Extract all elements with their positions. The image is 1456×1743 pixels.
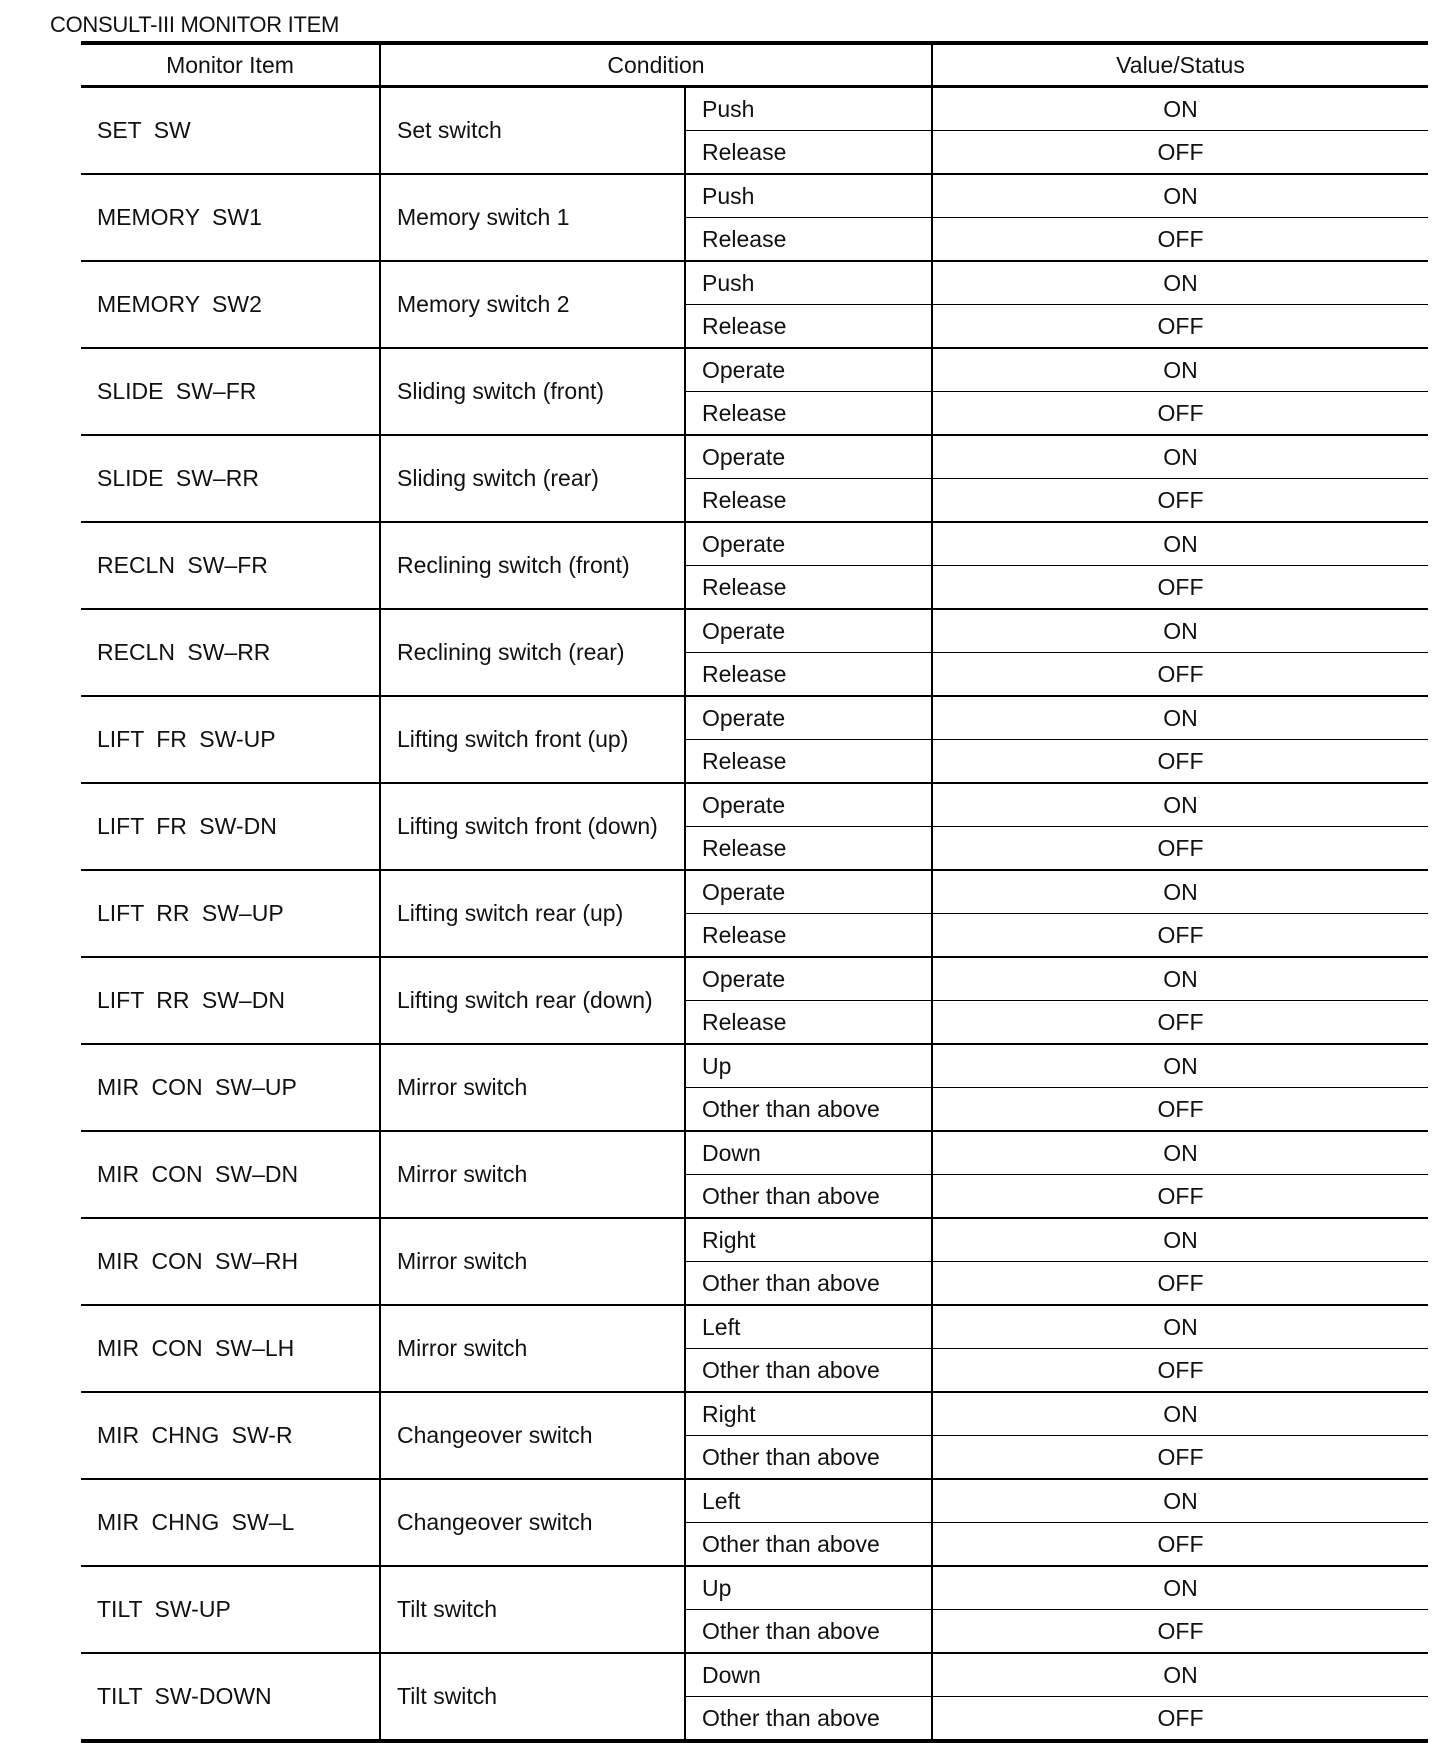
condition-state-cell: Operate bbox=[685, 783, 932, 827]
condition-state-cell: Other than above bbox=[685, 1436, 932, 1480]
condition-state-cell: Release bbox=[685, 827, 932, 871]
header-condition: Condition bbox=[380, 43, 932, 87]
value-status-cell: OFF bbox=[932, 1349, 1428, 1393]
value-status-cell: ON bbox=[932, 957, 1428, 1001]
condition-state-cell: Operate bbox=[685, 870, 932, 914]
value-status-cell: OFF bbox=[932, 1001, 1428, 1045]
value-status-cell: OFF bbox=[932, 740, 1428, 784]
table-row bbox=[81, 435, 1428, 479]
table-row bbox=[81, 87, 1428, 131]
condition-state-cell: Push bbox=[685, 174, 932, 218]
condition-state-cell: Down bbox=[685, 1653, 932, 1697]
value-status-cell: ON bbox=[932, 1131, 1428, 1175]
condition-cell: Tilt switch bbox=[380, 1653, 685, 1741]
value-status-cell: ON bbox=[932, 522, 1428, 566]
table-body bbox=[81, 87, 1428, 1742]
monitor-item-cell: MIR CON SW–RH bbox=[81, 1218, 380, 1305]
table-caption: CONSULT-III MONITOR ITEM bbox=[50, 12, 339, 37]
table-row bbox=[81, 261, 1428, 305]
value-status-cell: OFF bbox=[932, 392, 1428, 436]
condition-cell: Lifting switch front (down) bbox=[380, 783, 685, 870]
condition-cell: Reclining switch (front) bbox=[380, 522, 685, 609]
condition-state-cell: Release bbox=[685, 740, 932, 784]
value-status-cell: ON bbox=[932, 1218, 1428, 1262]
value-status-cell: ON bbox=[932, 1566, 1428, 1610]
value-status-cell: OFF bbox=[932, 1088, 1428, 1132]
condition-state-cell: Release bbox=[685, 653, 932, 697]
value-status-cell: ON bbox=[932, 1392, 1428, 1436]
condition-cell: Changeover switch bbox=[380, 1392, 685, 1479]
value-status-cell: OFF bbox=[932, 1436, 1428, 1480]
value-status-cell: ON bbox=[932, 1653, 1428, 1697]
condition-state-cell: Left bbox=[685, 1305, 932, 1349]
condition-cell: Memory switch 1 bbox=[380, 174, 685, 261]
value-status-cell: OFF bbox=[932, 1175, 1428, 1219]
condition-state-cell: Up bbox=[685, 1044, 932, 1088]
monitor-item-cell: MEMORY SW1 bbox=[81, 174, 380, 261]
monitor-item-cell: TILT SW-UP bbox=[81, 1566, 380, 1653]
value-status-cell: OFF bbox=[932, 479, 1428, 523]
monitor-item-cell: SET SW bbox=[81, 87, 380, 175]
condition-state-cell: Left bbox=[685, 1479, 932, 1523]
condition-state-cell: Other than above bbox=[685, 1349, 932, 1393]
monitor-item-cell: MIR CON SW–LH bbox=[81, 1305, 380, 1392]
condition-cell: Mirror switch bbox=[380, 1044, 685, 1131]
condition-state-cell: Release bbox=[685, 566, 932, 610]
condition-state-cell: Release bbox=[685, 392, 932, 436]
value-status-cell: ON bbox=[932, 435, 1428, 479]
condition-state-cell: Operate bbox=[685, 522, 932, 566]
header-row bbox=[81, 43, 1428, 87]
condition-cell: Set switch bbox=[380, 87, 685, 175]
table-row bbox=[81, 1131, 1428, 1175]
table-row bbox=[81, 348, 1428, 392]
monitor-item-cell: MIR CON SW–DN bbox=[81, 1131, 380, 1218]
monitor-item-cell: SLIDE SW–FR bbox=[81, 348, 380, 435]
condition-state-cell: Operate bbox=[685, 348, 932, 392]
condition-state-cell: Other than above bbox=[685, 1175, 932, 1219]
value-status-cell: OFF bbox=[932, 131, 1428, 175]
table-row bbox=[81, 1218, 1428, 1262]
condition-cell: Memory switch 2 bbox=[380, 261, 685, 348]
condition-cell: Mirror switch bbox=[380, 1218, 685, 1305]
value-status-cell: OFF bbox=[932, 914, 1428, 958]
condition-state-cell: Release bbox=[685, 305, 932, 349]
condition-cell: Lifting switch rear (down) bbox=[380, 957, 685, 1044]
monitor-item-cell: LIFT FR SW-DN bbox=[81, 783, 380, 870]
condition-cell: Tilt switch bbox=[380, 1566, 685, 1653]
monitor-item-cell: MIR CHNG SW-R bbox=[81, 1392, 380, 1479]
table-row bbox=[81, 870, 1428, 914]
value-status-cell: ON bbox=[932, 783, 1428, 827]
condition-state-cell: Up bbox=[685, 1566, 932, 1610]
monitor-item-cell: LIFT FR SW-UP bbox=[81, 696, 380, 783]
monitor-item-cell: RECLN SW–FR bbox=[81, 522, 380, 609]
value-status-cell: OFF bbox=[932, 1262, 1428, 1306]
value-status-cell: OFF bbox=[932, 566, 1428, 610]
condition-state-cell: Release bbox=[685, 914, 932, 958]
value-status-cell: ON bbox=[932, 261, 1428, 305]
table-row bbox=[81, 1305, 1428, 1349]
value-status-cell: OFF bbox=[932, 1523, 1428, 1567]
value-status-cell: ON bbox=[932, 870, 1428, 914]
value-status-cell: ON bbox=[932, 1479, 1428, 1523]
condition-state-cell: Operate bbox=[685, 609, 932, 653]
value-status-cell: ON bbox=[932, 1305, 1428, 1349]
condition-state-cell: Operate bbox=[685, 435, 932, 479]
condition-state-cell: Other than above bbox=[685, 1088, 932, 1132]
condition-cell: Lifting switch front (up) bbox=[380, 696, 685, 783]
table-row bbox=[81, 174, 1428, 218]
condition-cell: Mirror switch bbox=[380, 1131, 685, 1218]
condition-state-cell: Down bbox=[685, 1131, 932, 1175]
table-row bbox=[81, 957, 1428, 1001]
value-status-cell: OFF bbox=[932, 653, 1428, 697]
condition-state-cell: Release bbox=[685, 131, 932, 175]
value-status-cell: OFF bbox=[932, 218, 1428, 262]
condition-state-cell: Release bbox=[685, 1001, 932, 1045]
monitor-item-cell: RECLN SW–RR bbox=[81, 609, 380, 696]
condition-state-cell: Right bbox=[685, 1392, 932, 1436]
table-row bbox=[81, 696, 1428, 740]
value-status-cell: ON bbox=[932, 87, 1428, 131]
condition-state-cell: Push bbox=[685, 87, 932, 131]
header-monitor-item: Monitor Item bbox=[81, 43, 380, 87]
value-status-cell: ON bbox=[932, 696, 1428, 740]
condition-cell: Changeover switch bbox=[380, 1479, 685, 1566]
monitor-item-cell: LIFT RR SW–DN bbox=[81, 957, 380, 1044]
value-status-cell: ON bbox=[932, 609, 1428, 653]
value-status-cell: ON bbox=[932, 1044, 1428, 1088]
header-value-status: Value/Status bbox=[932, 43, 1428, 87]
monitor-item-cell: TILT SW-DOWN bbox=[81, 1653, 380, 1741]
table-row bbox=[81, 783, 1428, 827]
monitor-item-cell: MIR CON SW–UP bbox=[81, 1044, 380, 1131]
value-status-cell: OFF bbox=[932, 1610, 1428, 1654]
value-status-cell: OFF bbox=[932, 1697, 1428, 1742]
table-row bbox=[81, 1392, 1428, 1436]
table-row bbox=[81, 1566, 1428, 1610]
condition-state-cell: Other than above bbox=[685, 1262, 932, 1306]
table-row bbox=[81, 522, 1428, 566]
condition-state-cell: Operate bbox=[685, 957, 932, 1001]
condition-cell: Mirror switch bbox=[380, 1305, 685, 1392]
condition-state-cell: Release bbox=[685, 479, 932, 523]
condition-cell: Sliding switch (front) bbox=[380, 348, 685, 435]
condition-state-cell: Other than above bbox=[685, 1610, 932, 1654]
monitor-item-cell: MEMORY SW2 bbox=[81, 261, 380, 348]
monitor-item-cell: SLIDE SW–RR bbox=[81, 435, 380, 522]
table-row bbox=[81, 1479, 1428, 1523]
condition-cell: Reclining switch (rear) bbox=[380, 609, 685, 696]
condition-state-cell: Other than above bbox=[685, 1697, 932, 1742]
condition-cell: Lifting switch rear (up) bbox=[380, 870, 685, 957]
condition-state-cell: Other than above bbox=[685, 1523, 932, 1567]
monitor-item-cell: LIFT RR SW–UP bbox=[81, 870, 380, 957]
value-status-cell: OFF bbox=[932, 305, 1428, 349]
value-status-cell: OFF bbox=[932, 827, 1428, 871]
condition-cell: Sliding switch (rear) bbox=[380, 435, 685, 522]
condition-state-cell: Operate bbox=[685, 696, 932, 740]
value-status-cell: ON bbox=[932, 348, 1428, 392]
monitor-item-cell: MIR CHNG SW–L bbox=[81, 1479, 380, 1566]
table-row bbox=[81, 1653, 1428, 1697]
table-row bbox=[81, 1044, 1428, 1088]
value-status-cell: ON bbox=[932, 174, 1428, 218]
condition-state-cell: Right bbox=[685, 1218, 932, 1262]
condition-state-cell: Release bbox=[685, 218, 932, 262]
table-row bbox=[81, 609, 1428, 653]
monitor-item-table bbox=[81, 41, 1428, 1743]
condition-state-cell: Push bbox=[685, 261, 932, 305]
